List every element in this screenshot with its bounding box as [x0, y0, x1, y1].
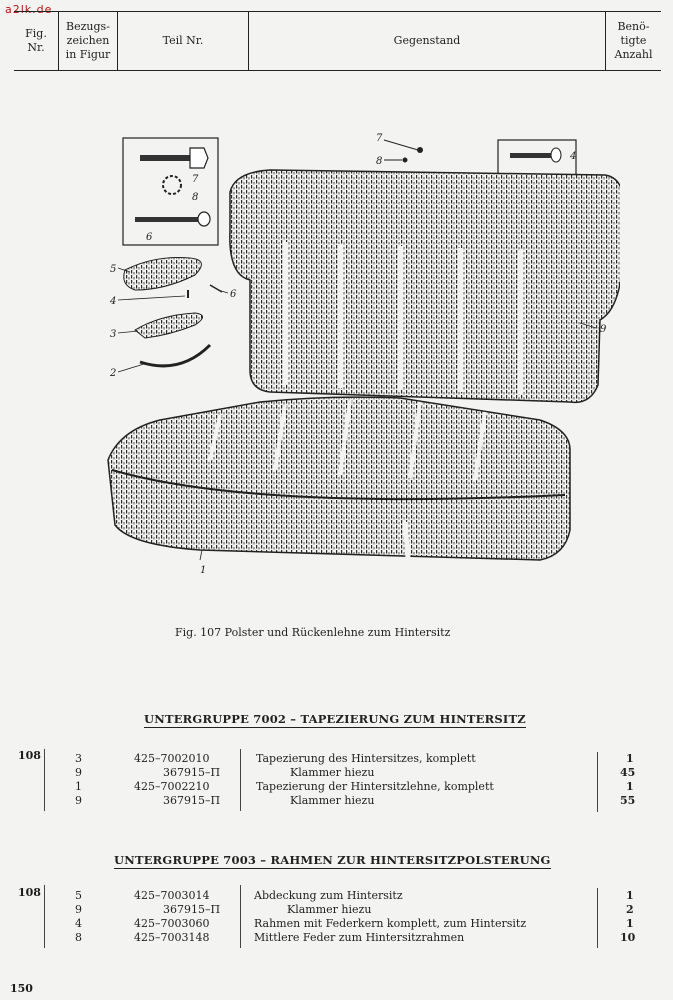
- bolt-icon: [140, 155, 190, 161]
- section-title-7002: UNTERGRUPPE 7002 – TAPEZIERUNG ZUM HINTERSITZ: [144, 712, 526, 726]
- callout-6-inset: 6: [146, 232, 153, 243]
- header-teil-nr: Teil Nr.: [162, 34, 204, 47]
- backrest: [230, 170, 620, 402]
- section-title-7003: UNTERGRUPPE 7003 – RAHMEN ZUR HINTERSITZPOLSTERUNG: [114, 853, 551, 867]
- page-number: 150: [10, 982, 33, 995]
- screw-icon: [135, 217, 200, 222]
- callout-7: 7: [376, 133, 383, 144]
- fig-number: 108: [18, 749, 41, 762]
- callout-1: 1: [200, 565, 207, 576]
- bolt-icon: [510, 153, 552, 158]
- table-row: 9 367915–П Klammer hiezu 45: [75, 766, 636, 779]
- callout-5: 5: [110, 264, 117, 275]
- header-anzahl: Benö- tigte Anzahl: [614, 20, 653, 61]
- header-gegenstand: Gegenstand: [393, 34, 461, 47]
- table-row: 8 425–7003148 Mittlere Feder zum Hintersitzrahmen 10: [75, 931, 636, 944]
- callout-8-inset: 8: [192, 192, 199, 203]
- callout-7-inset: 7: [192, 174, 199, 185]
- figure-caption: Fig. 107 Polster und Rückenlehne zum Hintersitz: [175, 626, 451, 639]
- washer-icon: [163, 176, 181, 194]
- part-spring: [140, 345, 210, 366]
- callout-3: 3: [110, 329, 117, 340]
- callout-9: 9: [600, 324, 607, 335]
- seat-cushion: [108, 397, 570, 560]
- callout-4: 4: [110, 296, 117, 307]
- callout-6: 6: [230, 289, 237, 300]
- fig-number: 108: [18, 886, 41, 899]
- callout-4-inset: 4: [570, 151, 577, 162]
- table-row: 9 367915–П Klammer hiezu 55: [75, 794, 636, 807]
- table-header: [14, 11, 661, 71]
- table-row: 9 367915–П Klammer hiezu 2: [75, 903, 634, 916]
- header-bezugszeichen: Bezugs- zeichen in Figur: [65, 20, 111, 61]
- table-row: 1 425–7002210 Tapezierung der Hintersitzlehne, komplett 1: [75, 780, 634, 793]
- table-row: 4 425–7003060 Rahmen mit Federkern komplett, zum Hintersitz 1: [75, 917, 634, 930]
- callout-2: 2: [110, 368, 117, 379]
- header-fig-nr: Fig. Nr.: [25, 27, 47, 54]
- watermark: a2lk.de: [5, 3, 53, 16]
- callout-8: 8: [376, 156, 383, 167]
- table-row: 5 425–7003014 Abdeckung zum Hintersitz 1: [75, 889, 634, 902]
- part-cover: [124, 258, 202, 291]
- part-frame: [135, 313, 203, 338]
- table-row: 3 425–7002010 Tapezierung des Hintersitzes, komplett 1: [75, 752, 634, 765]
- seat-illustration: [100, 130, 620, 600]
